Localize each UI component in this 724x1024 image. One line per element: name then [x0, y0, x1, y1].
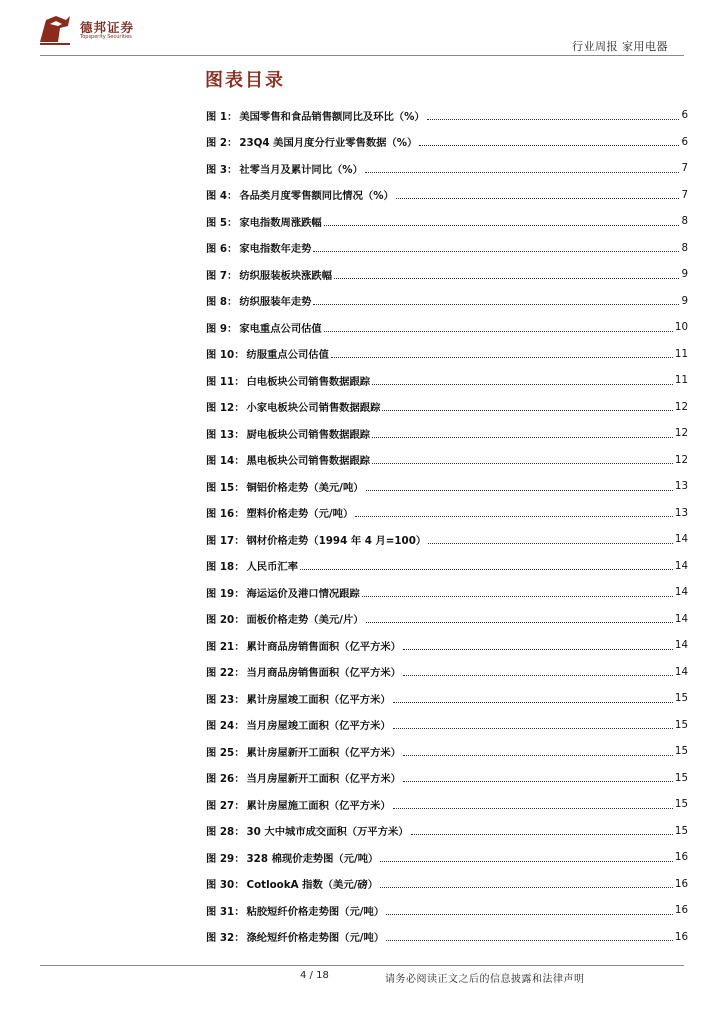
toc-entry-page: 14 — [674, 612, 688, 625]
toc-entry[interactable] — [206, 765, 688, 792]
toc-leader-dots — [324, 331, 673, 332]
toc-entry-number: 图 31： — [206, 905, 245, 918]
toc-entry-number: 图 30： — [206, 879, 245, 892]
toc-entry[interactable] — [206, 129, 688, 156]
page-header — [0, 0, 724, 60]
toc-entry-label: 纺服重点公司估值 — [246, 349, 329, 362]
toc-entry-number: 图 5： — [206, 216, 238, 229]
toc-entry-label: 铜铝价格走势（美元/吨） — [246, 481, 364, 494]
toc-entry[interactable] — [206, 897, 688, 924]
toc-entry-number: 图 1： — [206, 110, 238, 123]
toc-entry[interactable] — [206, 844, 688, 871]
disclaimer-note: 请务必阅读正文之后的信息披露和法律声明 — [385, 974, 585, 985]
toc-leader-dots — [313, 304, 679, 305]
toc-entry-number: 图 7： — [206, 269, 238, 282]
toc-leader-dots — [386, 940, 673, 941]
toc-entry[interactable] — [206, 341, 688, 368]
toc-entry[interactable] — [206, 791, 688, 818]
toc-leader-dots — [419, 145, 679, 146]
toc-entry-number: 图 20： — [206, 614, 245, 627]
toc-leader-dots — [393, 808, 673, 809]
toc-entry[interactable] — [206, 526, 688, 553]
toc-leader-dots — [393, 728, 673, 729]
toc-entry-label: 小家电板块公司销售数据跟踪 — [246, 402, 381, 415]
toc-leader-dots — [334, 278, 679, 279]
toc-leader-dots — [403, 649, 673, 650]
toc-entry-page: 15 — [674, 692, 688, 705]
toc-entry[interactable] — [206, 500, 688, 527]
toc-entry-label: 家电指数周涨跌幅 — [239, 216, 322, 229]
toc-entry-label: 社零当月及累计同比（%） — [239, 163, 363, 176]
toc-entry-page: 12 — [674, 453, 688, 466]
toc-entry-page: 8 — [681, 241, 688, 254]
toc-entry-number: 图 23： — [206, 693, 245, 706]
toc-leader-dots — [380, 887, 673, 888]
toc-entry-label: 白电板块公司销售数据跟踪 — [246, 375, 371, 388]
toc-entry[interactable] — [206, 394, 688, 421]
toc-entry-number: 图 25： — [206, 746, 245, 759]
toc-entry-page: 13 — [674, 506, 688, 519]
toc-entry-label: 美国零售和食品销售额同比及环比（%） — [239, 110, 425, 123]
toc-leader-dots — [313, 251, 679, 252]
toc-entry-page: 12 — [674, 400, 688, 413]
toc-entry-number: 图 11： — [206, 375, 245, 388]
toc-entry-label: 海运运价及港口情况跟踪 — [246, 587, 360, 600]
toc-entry-label: 当月房屋竣工面积（亿平方米） — [246, 720, 391, 733]
toc-entry-label: 累计房屋竣工面积（亿平方米） — [246, 693, 391, 706]
toc-leader-dots — [380, 861, 673, 862]
toc-entry-number: 图 13： — [206, 428, 245, 441]
toc-entry[interactable] — [206, 473, 688, 500]
toc-leader-dots — [427, 119, 680, 120]
toc-entry[interactable] — [206, 606, 688, 633]
toc-entry-label: 人民币汇率 — [246, 561, 298, 574]
toc-entry-number: 图 3： — [206, 163, 238, 176]
toc-leader-dots — [396, 198, 680, 199]
toc-leader-dots — [403, 781, 673, 782]
toc-entry-label: 当月商品房销售面积（亿平方米） — [246, 667, 401, 680]
company-logo — [36, 12, 176, 48]
toc-entry[interactable] — [206, 924, 688, 951]
toc-entry[interactable] — [206, 579, 688, 606]
toc-leader-dots — [403, 675, 673, 676]
toc-leader-dots — [366, 490, 673, 491]
toc-leader-dots — [372, 437, 673, 438]
toc-entry[interactable] — [206, 208, 688, 235]
toc-entry-number: 图 18： — [206, 561, 245, 574]
toc-entry-number: 图 8： — [206, 296, 238, 309]
toc-entry-number: 图 17： — [206, 534, 245, 547]
toc-entry-label: 纺织服装年走势 — [239, 296, 312, 309]
logo-chinese-name: 德邦证券 — [80, 20, 135, 35]
toc-entry[interactable] — [206, 288, 688, 315]
toc-entry[interactable] — [206, 712, 688, 739]
toc-entry-page: 7 — [681, 162, 688, 175]
toc-entry-page: 16 — [674, 877, 688, 890]
toc-leader-dots — [366, 622, 673, 623]
toc-leader-dots — [382, 410, 673, 411]
toc-leader-dots — [365, 172, 680, 173]
toc-entry[interactable] — [206, 659, 688, 686]
toc-entry-label: 各品类月度零售额同比情况（%） — [239, 190, 394, 203]
toc-entry-number: 图 28： — [206, 826, 245, 839]
toc-entry-number: 图 19： — [206, 587, 245, 600]
toc-entry-label: 纺织服装板块涨跌幅 — [239, 269, 333, 282]
footer-divider — [40, 965, 684, 966]
toc-entry-page: 16 — [674, 851, 688, 864]
toc-entry[interactable] — [206, 738, 688, 765]
toc-entry[interactable] — [206, 420, 688, 447]
toc-leader-dots — [386, 914, 673, 915]
toc-entry-number: 图 15： — [206, 481, 245, 494]
toc-entry[interactable] — [206, 314, 688, 341]
toc-entry[interactable] — [206, 235, 688, 262]
toc-entry-label: 面板价格走势（美元/片） — [246, 614, 364, 627]
toc-leader-dots — [300, 569, 673, 570]
toc-entry-page: 9 — [681, 268, 688, 281]
toc-entry[interactable] — [206, 632, 688, 659]
toc-entry-label: 当月房屋新开工面积（亿平方米） — [246, 773, 401, 786]
toc-entry-page: 15 — [674, 824, 688, 837]
toc-entry-page: 11 — [674, 347, 688, 360]
toc-leader-dots — [403, 755, 673, 756]
logo-english-name: Topsperity Securities — [80, 34, 132, 40]
toc-leader-dots — [355, 516, 673, 517]
toc-entry-number: 图 32： — [206, 932, 245, 945]
toc-entry-number: 图 21： — [206, 640, 245, 653]
logo-mark-icon — [36, 12, 74, 48]
toc-entry-number: 图 14： — [206, 455, 245, 468]
toc-entry-page: 13 — [674, 480, 688, 493]
toc-title: 图表目录 — [205, 70, 285, 91]
header-divider — [40, 55, 684, 56]
toc-entry-page: 14 — [674, 586, 688, 599]
toc-entry-number: 图 22： — [206, 667, 245, 680]
toc-entry-page: 15 — [674, 771, 688, 784]
toc-entry-page: 14 — [674, 533, 688, 546]
toc-entry-label: 累计房屋新开工面积（亿平方米） — [246, 746, 401, 759]
toc-entry-number: 图 26： — [206, 773, 245, 786]
toc-leader-dots — [411, 834, 673, 835]
toc-entry-number: 图 27： — [206, 799, 245, 812]
toc-entry-number: 图 6： — [206, 243, 238, 256]
toc-entry-page: 15 — [674, 745, 688, 758]
toc-entry-page: 8 — [681, 215, 688, 228]
toc-entry-number: 图 24： — [206, 720, 245, 733]
toc-entry-label: 粘胶短纤价格走势图（元/吨） — [246, 905, 385, 918]
toc-entry-label: 钢材价格走势（1994 年 4 月=100） — [246, 534, 427, 547]
toc-entry-label: 23Q4 美国月度分行业零售数据（%） — [239, 137, 418, 150]
toc-entry-page: 6 — [681, 109, 688, 122]
toc-entry-number: 图 12： — [206, 402, 245, 415]
toc-leader-dots — [331, 357, 673, 358]
toc-entry[interactable] — [206, 155, 688, 182]
toc-entry-label: 累计房屋施工面积（亿平方米） — [246, 799, 391, 812]
toc-entry-page: 12 — [674, 427, 688, 440]
page-number: 4 / 18 — [300, 970, 329, 981]
toc-entry-number: 图 29： — [206, 852, 245, 865]
toc-entry[interactable] — [206, 367, 688, 394]
toc-entry-page: 9 — [681, 294, 688, 307]
toc-entry-number: 图 10： — [206, 349, 245, 362]
report-category: 行业周报 家用电器 — [572, 40, 668, 53]
toc-entry-number: 图 2： — [206, 137, 238, 150]
toc-entry[interactable] — [206, 447, 688, 474]
toc-entry[interactable] — [206, 871, 688, 898]
toc-entry[interactable] — [206, 553, 688, 580]
toc-entry-page: 14 — [674, 665, 688, 678]
toc-entry-label: 涤纶短纤价格走势图（元/吨） — [246, 932, 385, 945]
table-of-figures — [206, 102, 688, 950]
toc-entry-page: 14 — [674, 639, 688, 652]
toc-entry-page: 15 — [674, 798, 688, 811]
toc-entry-label: 累计商品房销售面积（亿平方米） — [246, 640, 401, 653]
toc-entry[interactable] — [206, 818, 688, 845]
toc-entry-number: 图 9： — [206, 322, 238, 335]
toc-entry-label: 328 棉现价走势图（元/吨） — [246, 852, 379, 865]
toc-entry-label: CotlookA 指数（美元/磅） — [246, 879, 378, 892]
toc-leader-dots — [393, 702, 673, 703]
toc-entry-label: 黑电板块公司销售数据跟踪 — [246, 455, 371, 468]
toc-entry[interactable] — [206, 685, 688, 712]
toc-entry-page: 16 — [674, 904, 688, 917]
toc-entry-number: 图 4： — [206, 190, 238, 203]
toc-entry-page: 14 — [674, 559, 688, 572]
toc-leader-dots — [362, 596, 673, 597]
toc-entry-page: 10 — [674, 321, 688, 334]
toc-entry-label: 家电指数年走势 — [239, 243, 312, 256]
toc-entry-page: 11 — [674, 374, 688, 387]
toc-entry-page: 7 — [681, 188, 688, 201]
toc-entry-number: 图 16： — [206, 508, 245, 521]
toc-entry-page: 16 — [674, 930, 688, 943]
toc-entry-page: 15 — [674, 718, 688, 731]
toc-leader-dots — [324, 225, 680, 226]
toc-entry-label: 30 大中城市成交面积（万平方米） — [246, 826, 409, 839]
toc-entry-label: 塑料价格走势（元/吨） — [246, 508, 354, 521]
toc-leader-dots — [372, 384, 673, 385]
toc-entry-page: 6 — [681, 135, 688, 148]
toc-entry-label: 厨电板块公司销售数据跟踪 — [246, 428, 371, 441]
toc-entry[interactable] — [206, 102, 688, 129]
toc-leader-dots — [428, 543, 673, 544]
toc-entry[interactable] — [206, 261, 688, 288]
toc-entry[interactable] — [206, 182, 688, 209]
toc-leader-dots — [372, 463, 673, 464]
toc-entry-label: 家电重点公司估值 — [239, 322, 322, 335]
